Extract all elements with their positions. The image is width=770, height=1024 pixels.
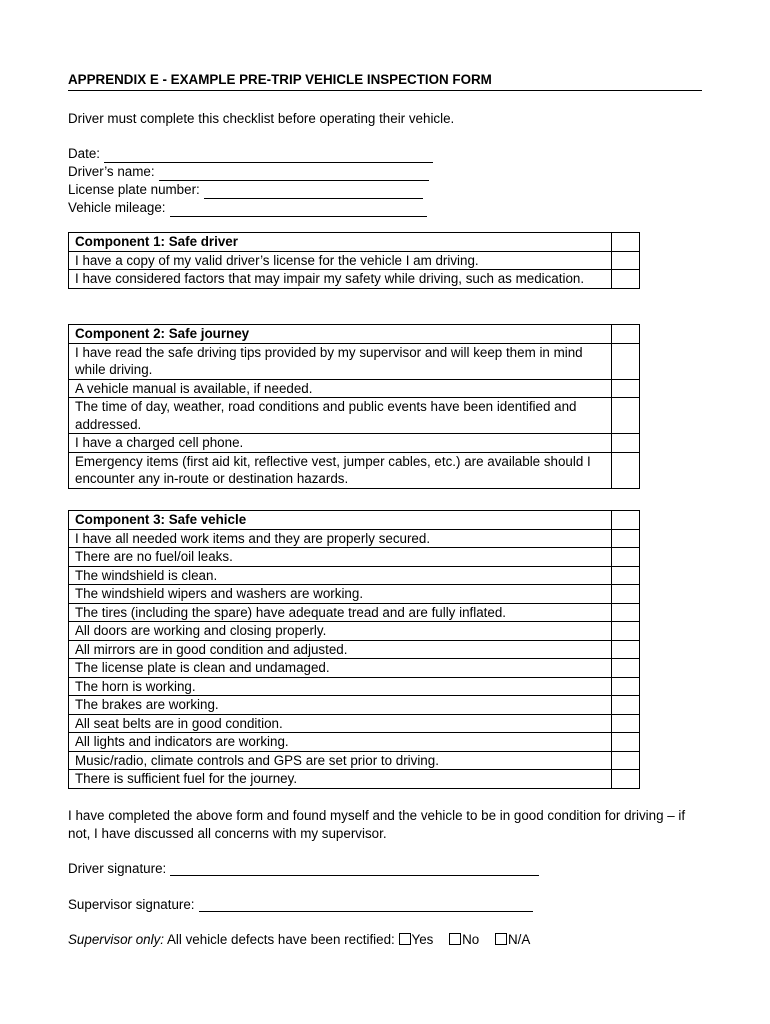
- table-row: [69, 251, 640, 270]
- date-input-line[interactable]: [104, 150, 433, 163]
- table-row: [69, 270, 640, 289]
- drivers-name-field[interactable]: [68, 163, 433, 181]
- checklist-item: A vehicle manual is available, if needed.: [69, 379, 612, 398]
- drivers-name-label: Driver’s name:: [68, 164, 155, 179]
- component-2-table: [68, 324, 640, 489]
- supervisor-signature-label: Supervisor signature:: [68, 897, 195, 912]
- table-row: [69, 434, 640, 453]
- license-plate-input-line[interactable]: [204, 186, 423, 199]
- checklist-item: I have all needed work items and they are properly secured.: [69, 529, 612, 548]
- checklist-item: There is sufficient fuel for the journey.: [69, 770, 612, 789]
- checklist-item: I have read the safe driving tips provided by my supervisor and will keep them in mind while driving.: [69, 343, 612, 379]
- checklist-item: The windshield wipers and washers are working.: [69, 585, 612, 604]
- option-yes[interactable]: Yes: [399, 932, 434, 947]
- table-row: [69, 379, 640, 398]
- checkbox-cell[interactable]: [612, 677, 640, 696]
- checkbox-cell[interactable]: [612, 233, 640, 252]
- checkbox-cell[interactable]: [612, 511, 640, 530]
- checkbox-icon[interactable]: [399, 933, 411, 945]
- checkbox-cell[interactable]: [612, 751, 640, 770]
- checkbox-cell[interactable]: [612, 529, 640, 548]
- checklist-item: I have considered factors that may impair my safety while driving, such as medication.: [69, 270, 612, 289]
- supervisor-signature-field[interactable]: [68, 894, 533, 912]
- page-title: APPRENDIX E - EXAMPLE PRE-TRIP VEHICLE INSPECTION FORM: [68, 71, 702, 91]
- table-row: [69, 770, 640, 789]
- checklist-item: The brakes are working.: [69, 696, 612, 715]
- checklist-item: The license plate is clean and undamaged.: [69, 659, 612, 678]
- license-plate-field[interactable]: [68, 181, 433, 199]
- checkbox-icon[interactable]: [449, 933, 461, 945]
- checklist-item: There are no fuel/oil leaks.: [69, 548, 612, 567]
- vehicle-mileage-field[interactable]: [68, 199, 433, 217]
- vehicle-mileage-input-line[interactable]: [170, 204, 427, 217]
- table-row: [69, 343, 640, 379]
- table-row: [69, 585, 640, 604]
- option-na[interactable]: N/A: [495, 932, 530, 947]
- checklist-item: All seat belts are in good condition.: [69, 714, 612, 733]
- checklist-item: All mirrors are in good condition and adjusted.: [69, 640, 612, 659]
- intro-text: Driver must complete this checklist before operating their vehicle.: [68, 111, 455, 126]
- component-3-table: [68, 510, 640, 789]
- option-no[interactable]: No: [449, 932, 479, 947]
- header-fields: [68, 145, 433, 217]
- checklist-item: I have a charged cell phone.: [69, 434, 612, 453]
- checkbox-cell[interactable]: [612, 733, 640, 752]
- table-row: [69, 659, 640, 678]
- checkbox-icon[interactable]: [495, 933, 507, 945]
- checkbox-cell[interactable]: [612, 603, 640, 622]
- checklist-item: The tires (including the spare) have adequate tread and are fully inflated.: [69, 603, 612, 622]
- checkbox-cell[interactable]: [612, 251, 640, 270]
- checkbox-cell[interactable]: [612, 434, 640, 453]
- table-row: [69, 677, 640, 696]
- checkbox-cell[interactable]: [612, 398, 640, 434]
- table-row: [69, 548, 640, 567]
- checkbox-cell[interactable]: [612, 770, 640, 789]
- supervisor-signature-line[interactable]: [199, 899, 533, 912]
- table-row: [69, 398, 640, 434]
- checklist-item: The time of day, weather, road conditions and public events have been identified and addressed.: [69, 398, 612, 434]
- checkbox-cell[interactable]: [612, 270, 640, 289]
- checklist-item: I have a copy of my valid driver’s license for the vehicle I am driving.: [69, 251, 612, 270]
- checkbox-cell[interactable]: [612, 585, 640, 604]
- table-row: [69, 233, 640, 252]
- checklist-item: Music/radio, climate controls and GPS are set prior to driving.: [69, 751, 612, 770]
- table-row: [69, 529, 640, 548]
- checkbox-cell[interactable]: [612, 343, 640, 379]
- table-row: [69, 452, 640, 488]
- checkbox-cell[interactable]: [612, 548, 640, 567]
- checkbox-cell[interactable]: [612, 566, 640, 585]
- supervisor-only-text: All vehicle defects have been rectified:: [167, 932, 395, 947]
- table-row: [69, 640, 640, 659]
- driver-signature-label: Driver signature:: [68, 861, 167, 876]
- date-field[interactable]: [68, 145, 433, 163]
- table-row: [69, 603, 640, 622]
- checklist-item: The windshield is clean.: [69, 566, 612, 585]
- driver-signature-line[interactable]: [170, 863, 539, 876]
- checkbox-cell[interactable]: [612, 714, 640, 733]
- checkbox-cell[interactable]: [612, 696, 640, 715]
- driver-signature-field[interactable]: [68, 858, 539, 876]
- table-row: [69, 733, 640, 752]
- component-heading: Component 1: Safe driver: [69, 233, 612, 252]
- table-row: [69, 751, 640, 770]
- table-row: [69, 714, 640, 733]
- component-heading: Component 2: Safe journey: [69, 325, 612, 344]
- checklist-item: The horn is working.: [69, 677, 612, 696]
- checkbox-cell[interactable]: [612, 325, 640, 344]
- drivers-name-input-line[interactable]: [159, 168, 429, 181]
- table-row: [69, 622, 640, 641]
- vehicle-mileage-label: Vehicle mileage:: [68, 200, 166, 215]
- component-1-table: [68, 232, 640, 289]
- checklist-item: All lights and indicators are working.: [69, 733, 612, 752]
- table-row: [69, 511, 640, 530]
- checkbox-cell[interactable]: [612, 379, 640, 398]
- checkbox-cell[interactable]: [612, 640, 640, 659]
- supervisor-only-row: [68, 931, 530, 949]
- license-plate-label: License plate number:: [68, 182, 200, 197]
- table-row: [69, 325, 640, 344]
- checkbox-cell[interactable]: [612, 622, 640, 641]
- table-row: [69, 566, 640, 585]
- closing-statement: I have completed the above form and found myself and the vehicle to be in good condition for driving – if not, I have discussed all concerns with my supervisor.: [68, 808, 686, 841]
- checkbox-cell[interactable]: [612, 452, 640, 488]
- checklist-item: Emergency items (first aid kit, reflective vest, jumper cables, etc.) are available should I encounter any in-route or destination hazards.: [69, 452, 612, 488]
- component-heading: Component 3: Safe vehicle: [69, 511, 612, 530]
- date-label: Date:: [68, 146, 101, 161]
- table-row: [69, 696, 640, 715]
- checkbox-cell[interactable]: [612, 659, 640, 678]
- supervisor-only-label: Supervisor only:: [68, 932, 165, 947]
- checklist-item: All doors are working and closing properly.: [69, 622, 612, 641]
